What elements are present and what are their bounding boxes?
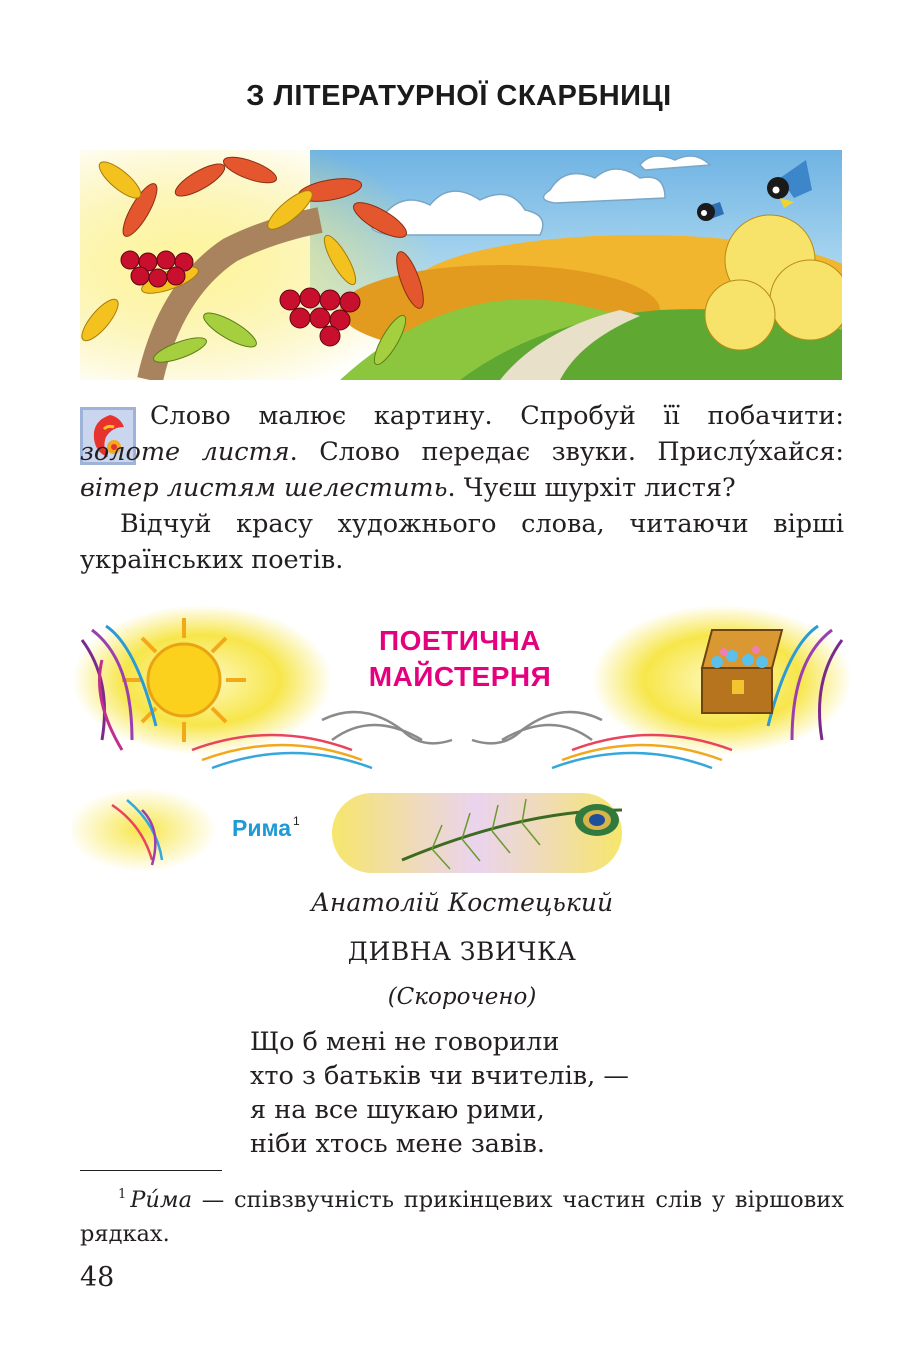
poem-title: ДИВНА ЗВИЧКА (347, 937, 577, 966)
intro-text (80, 398, 844, 578)
page-number: 48 (80, 1262, 115, 1293)
footnote-term: Ри́ма (130, 1187, 192, 1213)
footnote (80, 1178, 844, 1251)
intro-text-span: . Чуєш шурхіт листя? (447, 473, 736, 503)
poem-stanza (250, 1025, 629, 1161)
intro-example-phrase: золоте листя (80, 437, 290, 467)
topic-label (232, 814, 300, 842)
chapter-title: З ЛІТЕРАТУРНОЇ СКАРБНИЦІ (246, 80, 672, 112)
footnote-reference: 1 (292, 814, 300, 828)
topic-strip-decoration (72, 785, 632, 880)
poem-author: Анатолій Костецький (310, 888, 614, 917)
poem-abridged-note: (Скорочено) (387, 984, 537, 1010)
autumn-landscape-illustration (80, 150, 842, 380)
intro-text-span: . Слово передає звуки. Прислу́хайся: (289, 437, 844, 467)
poem-line: Що б мені не говорили (250, 1027, 560, 1057)
poem-line: хто з батьків чи вчителів, — (250, 1061, 629, 1091)
intro-example-phrase: вітер листям шелестить (80, 473, 448, 503)
intro-paragraph-1 (80, 398, 844, 506)
poem-line: ніби хтось мене завів. (250, 1129, 545, 1159)
banner-title-line-1: ПОЕТИЧНА (379, 625, 541, 656)
intro-paragraph-2: Відчуй красу художнього слова, читаючи вірші українських поетів. (80, 509, 844, 575)
banner-title-line-2: МАЙСТЕРНЯ (368, 661, 552, 692)
topic-label-text: Рима (232, 815, 291, 841)
footnote-mark: 1 (118, 1187, 127, 1202)
banner-title (300, 623, 620, 695)
footnote-definition: — співзвучність прикінцевих частин слів у віршових рядках. (80, 1187, 844, 1247)
footnote-divider (80, 1170, 222, 1171)
poem-line: я на все шукаю рими, (250, 1095, 545, 1125)
intro-text-span: Слово малює картину. Спробуй її побачити: (150, 401, 844, 431)
